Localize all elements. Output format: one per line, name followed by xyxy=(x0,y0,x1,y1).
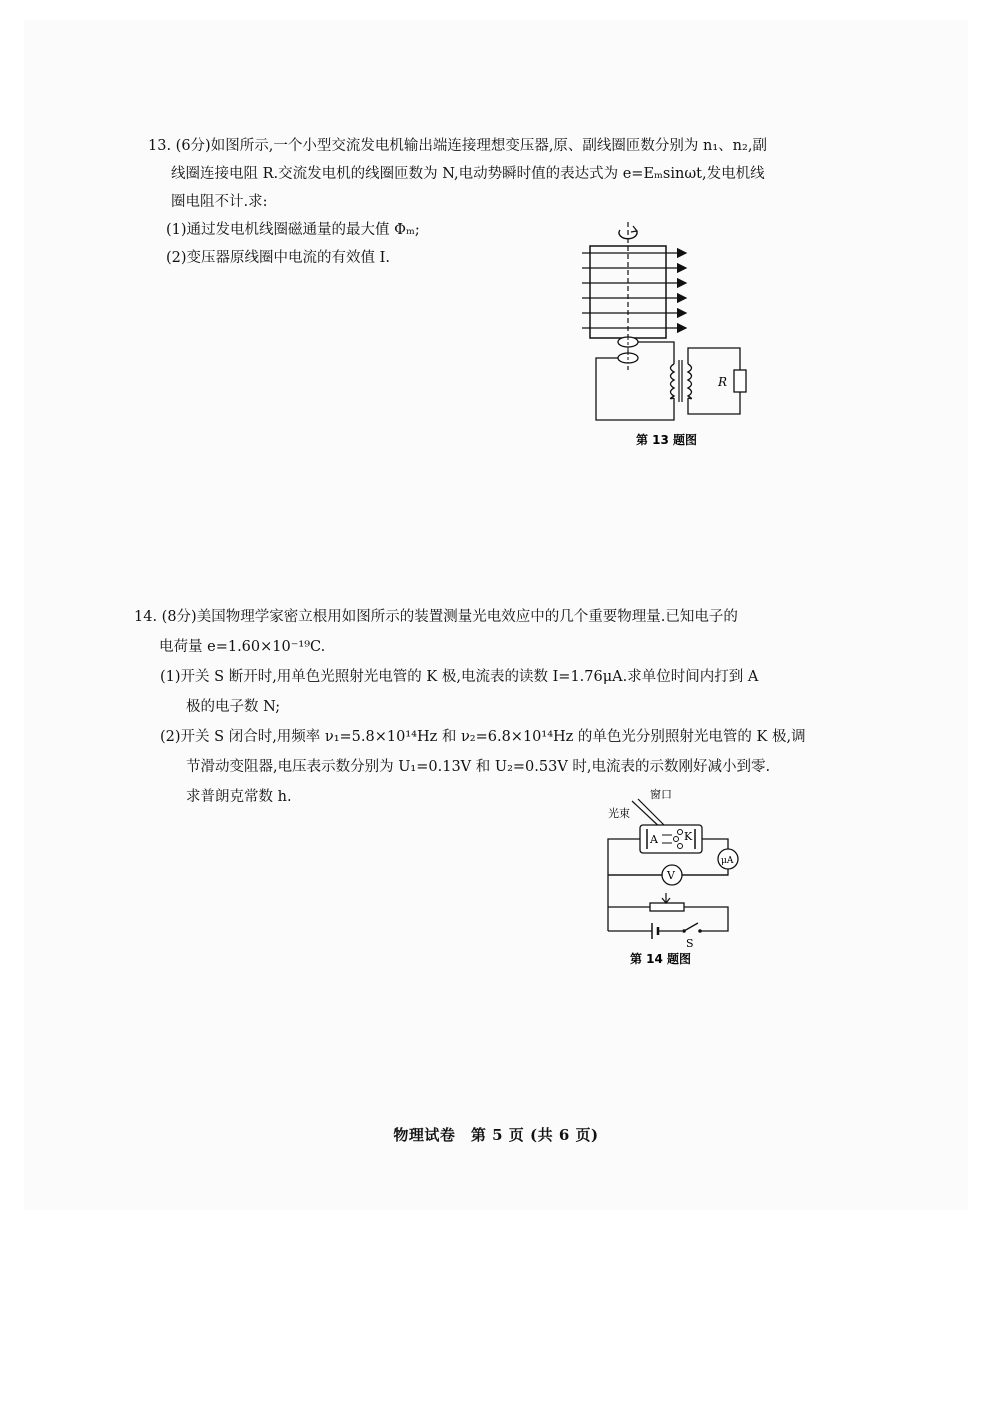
beam-label: 光束 xyxy=(608,807,630,820)
generator-coil xyxy=(590,246,666,338)
q14-subquestion-1a: (1)开关 S 断开时,用单色光照射光电管的 K 极,电流表的读数 I=1.76μA.求单位时间内打到 A xyxy=(160,669,759,685)
q14-figure xyxy=(600,783,750,968)
q13-figure-caption: 第 13 题图 xyxy=(636,433,698,447)
q14-line-2: 电荷量 e=1.60×10⁻¹⁹C. xyxy=(159,639,326,655)
switch-s xyxy=(684,923,698,931)
q14-subquestion-2a: (2)开关 S 闭合时,用频率 ν₁=5.8×10¹⁴Hz 和 ν₂=6.8×10¹⁴Hz 的单色光分别照射光电管的 K 极,调 xyxy=(160,729,806,745)
q14-subquestion-2c: 求普朗克常数 h. xyxy=(186,789,292,805)
primary-coil xyxy=(671,364,675,399)
cathode-label: K xyxy=(684,830,693,843)
q13-line-1: 13. (6分)如图所示,一个小型交流发电机输出端连接理想变压器,原、副线圈匝数分别为 n₁、n₂,副 xyxy=(148,138,767,154)
q13-subquestion-2: (2)变压器原线圈中电流的有效值 I. xyxy=(166,250,390,266)
q14-figure-caption: 第 14 题图 xyxy=(630,952,692,966)
question-14 xyxy=(134,602,806,812)
rheostat xyxy=(650,903,684,911)
resistor-label: R xyxy=(718,375,728,389)
q14-line-1: 14. (8分)美国物理学家密立根用如图所示的装置测量光电效应中的几个重要物理量.已知电子的 xyxy=(134,609,738,625)
magnetic-field-lines xyxy=(582,253,686,328)
q13-line-3: 圈电阻不计.求: xyxy=(171,194,268,210)
anode-label: A xyxy=(650,833,658,846)
voltmeter-label: V xyxy=(667,869,675,882)
q13-line-2: 线圈连接电阻 R.交流发电机的线圈匝数为 N,电动势瞬时值的表达式为 e=Eₘsinωt,发电机线 xyxy=(171,166,765,182)
q14-subquestion-1b: 极的电子数 N; xyxy=(186,699,281,715)
page-footer: 物理试卷 第 5 页 (共 6 页) xyxy=(393,1126,599,1144)
window-label: 窗口 xyxy=(650,788,672,801)
resistor-r xyxy=(734,370,746,392)
switch-label: S xyxy=(686,937,694,950)
microammeter-label: μA xyxy=(721,856,734,866)
q13-figure xyxy=(578,220,758,460)
q14-subquestion-2b: 节滑动变阻器,电压表示数分别为 U₁=0.13V 和 U₂=0.53V 时,电流表的示数刚好减小到零. xyxy=(186,759,771,775)
secondary-coil xyxy=(688,364,692,399)
q13-subquestion-1: (1)通过发电机线圈磁通量的最大值 Φₘ; xyxy=(166,222,420,238)
